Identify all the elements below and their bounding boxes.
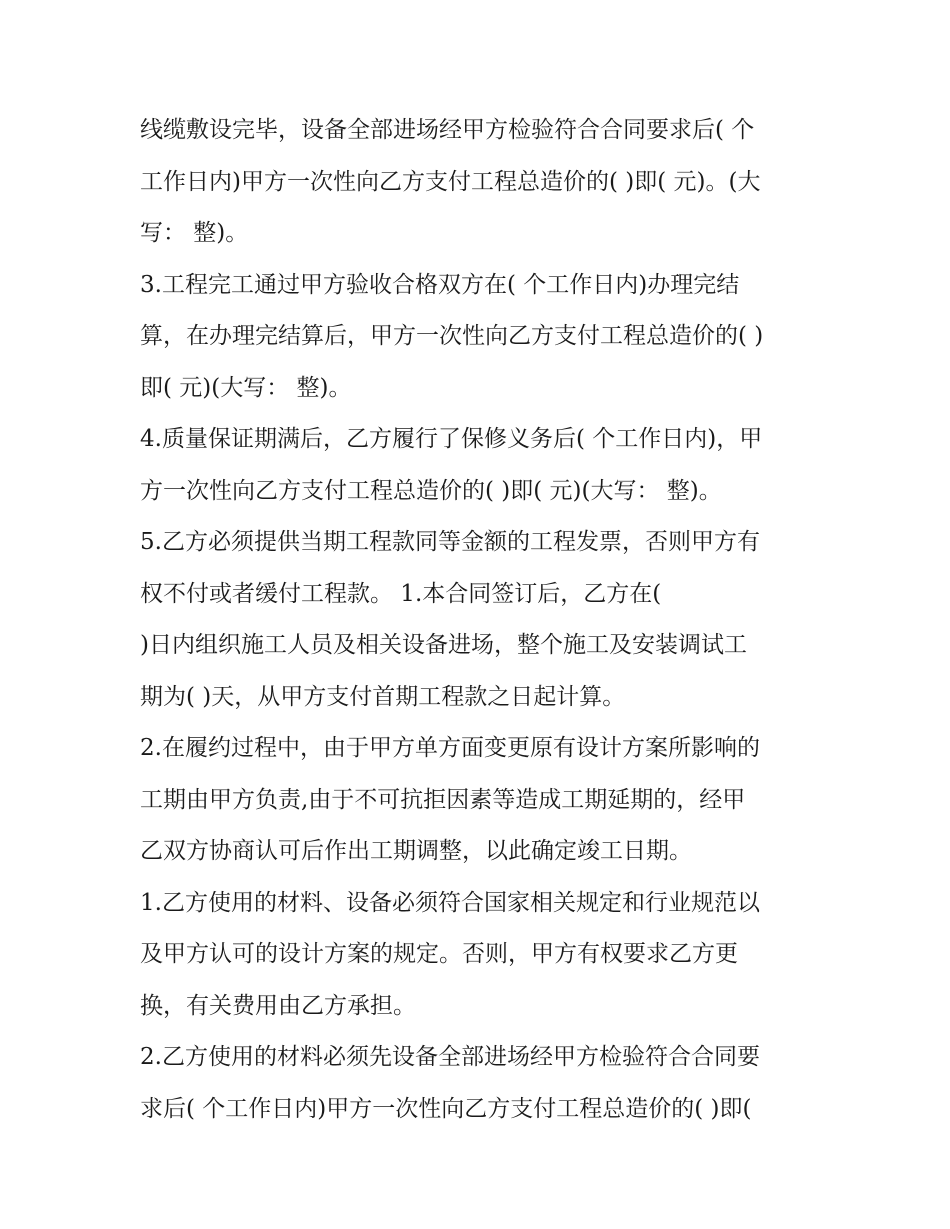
text-line: 期为( )天，从甲方支付首期工程款之日起计算。 [140, 683, 626, 710]
text-line: 写： 整)。 [140, 220, 249, 246]
text-line: )日内组织施工人员及相关设备进场，整个施工及安装调试工 [140, 632, 747, 658]
text-line: 3.工程完工通过甲方验收合格双方在( 个工作日内)办理完结 [140, 271, 740, 298]
text-line: 工作日内)甲方一次性向乙方支付工程总造价的( )即( 元)。(大 [140, 168, 761, 195]
text-line: 即( 元)(大写： 整)。 [140, 374, 352, 401]
text-line: 2.乙方使用的材料必须先设备全部进场经甲方检验符合合同要 [140, 1044, 760, 1070]
text-line: 方一次性向乙方支付工程总造价的( )即( 元)(大写： 整)。 [140, 477, 722, 504]
text-line: 线缆敷设完毕，设备全部进场经甲方检验符合合同要求后( 个 [140, 117, 755, 143]
text-line: 工期由甲方负责,由于不可抗拒因素等造成工期延期的，经甲 [140, 786, 746, 813]
text-line: 换，有关费用由乙方承担。 [140, 992, 416, 1019]
text-line: 权不付或者缓付工程款。 1.本合同签订后，乙方在( [140, 580, 662, 607]
text-line: 2.在履约过程中，由于甲方单方面变更原有设计方案所影响的 [140, 735, 760, 761]
text-line: 及甲方认可的设计方案的规定。否则，甲方有权要求乙方更 [140, 941, 738, 967]
text-line: 1.乙方使用的材料、设备必须符合国家相关规定和行业规范以 [140, 889, 760, 916]
text-line: 乙双方协商认可后作出工期调整，以此确定竣工日期。 [140, 838, 692, 864]
text-line: 算，在办理完结算后，甲方一次性向乙方支付工程总造价的( ) [140, 323, 764, 349]
text-line: 5.乙方必须提供当期工程款同等金额的工程发票，否则甲方有 [140, 529, 760, 555]
text-line: 求后( 个工作日内)甲方一次性向乙方支付工程总造价的( )即( [140, 1095, 752, 1122]
contract-text [140, 105, 820, 1135]
text-line: 4.质量保证期满后，乙方履行了保修义务后( 个工作日内)，甲 [140, 426, 763, 452]
